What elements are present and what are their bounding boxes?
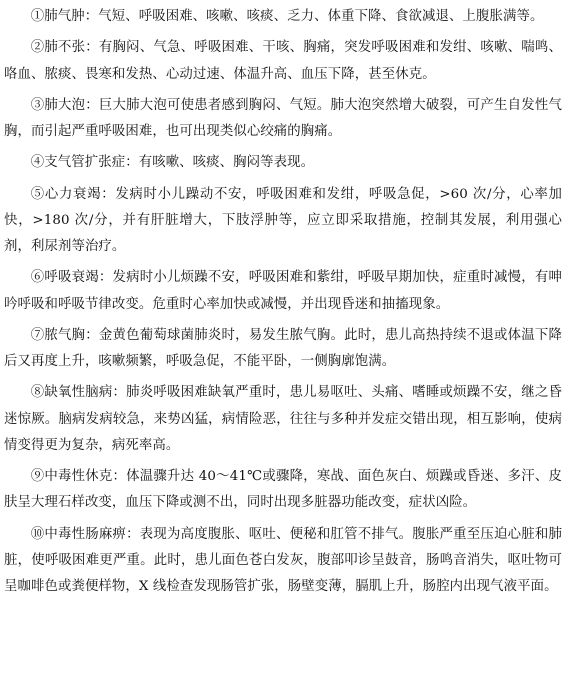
paragraph-respiratory-failure: ⑥呼吸衰竭：发病时小儿烦躁不安，呼吸困难和紫绀，呼吸早期加快，症重时减慢，有呻吟呼吸和呼吸节律改变。危重时心率加快或减慢，并出现昏迷和抽搐现象。: [4, 270, 562, 312]
paragraph-hypoxic-encephalopathy: ⑧缺氧性脑病：肺炎呼吸困难缺氧严重时，患儿易呕吐、头痛、嗜睡或烦躁不安，继之昏迷惊厥。脑病发病较急，来势凶猛，病情险恶，往往与多种并发症交错出现，相互影响，使病情变得更为复杂，病死率高。: [4, 385, 562, 453]
paragraph-heart-failure: ⑤心力衰竭：发病时小儿躁动不安，呼吸困难和发绀，呼吸急促，>60 次/分，心率加快，>180 次/分，并有肝脏增大，下肢浮肿等，应立即采取措施，控制其发展，利用强心剂，利尿剂等治疗。: [4, 186, 562, 254]
paragraph-bronchiectasis: ④支气管扩张症：有咳嗽、咳痰、胸闷等表现。: [30, 155, 315, 171]
document-body: [4, 4, 562, 605]
paragraph-toxic-shock: ⑨中毒性休克：体温骤升达 40～41℃或骤降，寒战、面色灰白、烦躁或昏迷、多汗、皮肤呈大理石样改变，血压下降或测不出，同时出现多脏器功能改变，症状凶险。: [4, 469, 562, 511]
paragraph-pyopneumothorax: ⑦脓气胸：金黄色葡萄球菌肺炎时，易发生脓气胸。此时，患儿高热持续不退或体温下降后又再度上升，咳嗽频繁，呼吸急促，不能平卧，一侧胸廓饱满。: [4, 327, 562, 369]
paragraph-atelectasis: ②肺不张：有胸闷、气急、呼吸困难、干咳、胸痛，突发呼吸困难和发绀、咳嗽、喘鸣、咯血、脓痰、畏寒和发热、心动过速、体温升高、血压下降，甚至休克。: [4, 40, 562, 82]
paragraph-bullae: ③肺大泡：巨大肺大泡可使患者感到胸闷、气短。肺大泡突然增大破裂，可产生自发性气胸，而引起严重呼吸困难，也可出现类似心绞痛的胸痛。: [4, 97, 562, 139]
paragraph-emphysema: ①肺气肿：气短、呼吸困难、咳嗽、咳痰、乏力、体重下降、食欲减退、上腹胀满等。: [30, 9, 544, 24]
paragraph-toxic-ileus: ⑩中毒性肠麻痹：表现为高度腹胀、呕吐、便秘和肛管不排气。腹胀严重至压迫心脏和肺脏，使呼吸困难更严重。此时，患儿面色苍白发灰，腹部叩诊呈鼓音，肠鸣音消失，呕吐物可呈咖啡色或粪便样物，X 线检查发现肠管扩张，肠壁变薄，膈肌上升，肠腔内出现气液平面。: [4, 526, 562, 594]
